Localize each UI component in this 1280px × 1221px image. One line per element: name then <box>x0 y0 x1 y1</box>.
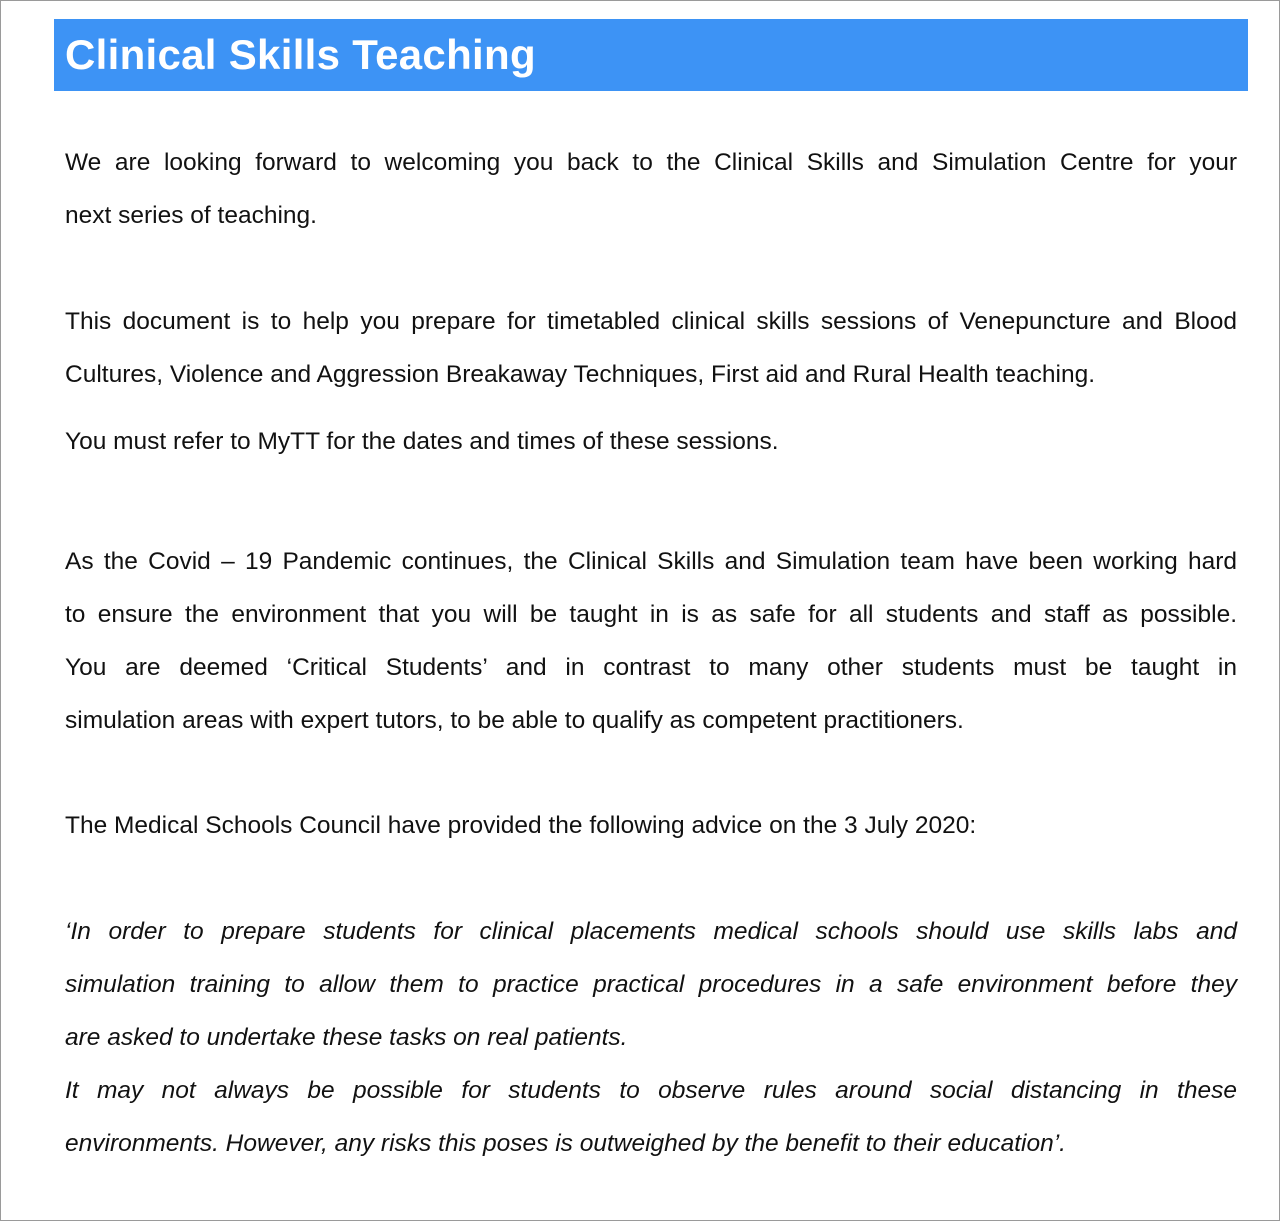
paragraph-line: You are deemed ‘Critical Students’ and in contrast to many other students must be taught in <box>65 654 1237 681</box>
paragraph-line: to ensure the environment that you will be taught in is as safe for all students and staff as possible. <box>65 601 1237 628</box>
quote-line: simulation training to allow them to practice practical procedures in a safe environment before they <box>65 971 1237 998</box>
paragraph-line: next series of teaching. <box>65 202 317 229</box>
covid-paragraph <box>65 535 1237 747</box>
council-paragraph <box>65 799 1237 852</box>
council-quote <box>65 905 1237 1170</box>
quote-line: ‘In order to prepare students for clinical placements medical schools should use skills labs and <box>65 918 1237 945</box>
paragraph-line: simulation areas with expert tutors, to be able to qualify as competent practitioners. <box>65 707 964 734</box>
quote-line: It may not always be possible for students to observe rules around social distancing in these <box>65 1077 1237 1104</box>
quote-line: are asked to undertake these tasks on real patients. <box>65 1024 628 1051</box>
intro-paragraph <box>65 136 1237 242</box>
paragraph-line: As the Covid – 19 Pandemic continues, the Clinical Skills and Simulation team have been working hard <box>65 548 1237 575</box>
mytt-paragraph <box>65 415 1237 468</box>
paragraph-line: We are looking forward to welcoming you back to the Clinical Skills and Simulation Centre for your <box>65 149 1237 176</box>
page-title: Clinical Skills Teaching <box>65 31 536 78</box>
paragraph-line: You must refer to MyTT for the dates and times of these sessions. <box>65 428 779 455</box>
title-banner <box>54 19 1248 91</box>
paragraph-line: The Medical Schools Council have provided the following advice on the 3 July 2020: <box>65 812 977 839</box>
purpose-paragraph <box>65 295 1237 401</box>
paragraph-line: This document is to help you prepare for timetabled clinical skills sessions of Venepuncture and Blood <box>65 308 1237 335</box>
paragraph-line: Cultures, Violence and Aggression Breakaway Techniques, First aid and Rural Health teaching. <box>65 361 1096 388</box>
quote-line: environments. However, any risks this poses is outweighed by the benefit to their education’. <box>65 1130 1066 1157</box>
